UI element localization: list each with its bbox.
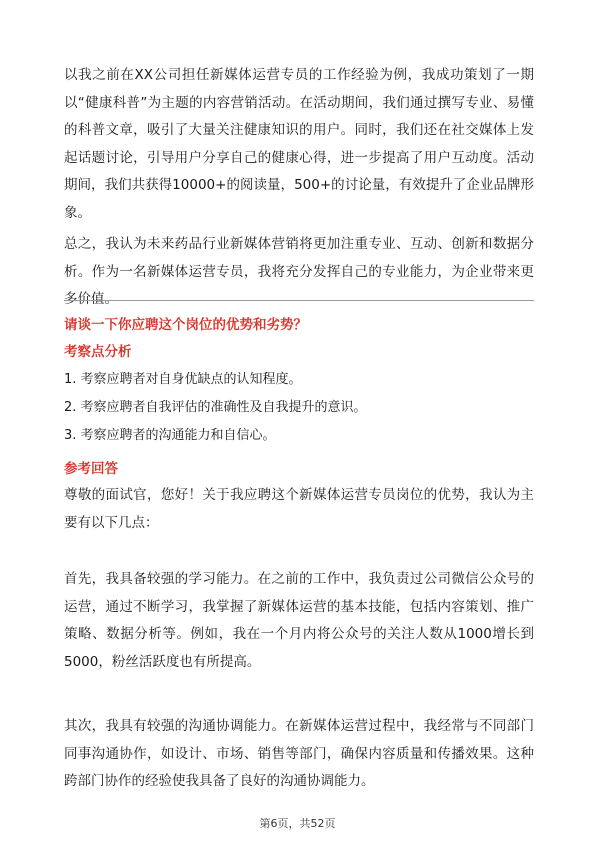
intro-paragraph-2: 总之，我认为未来药品行业新媒体营销将更加注重专业、互动、创新和数据分析。作为一名新媒体运营专员，我将充分发挥自己的专业能力，为企业带来更多价值。	[64, 236, 534, 307]
interview-question: 请谈一下你应聘这个岗位的优势和劣势？	[64, 317, 307, 333]
intro-paragraph-1: 以我之前在XX公司担任新媒体运营专员的工作经验为例，我成功策划了一期以“健康科普”为主题的内容营销活动。在活动期间，我们通过撰写专业、易懂的科普文章，吸引了大量关注健康知识的用户。同时，我们还在社交媒体上发起话题讨论，引导用户分享自己的健康心得，进一步提高了用户互动度。活动期间，我们共获得10000+的阅读量，500+的讨论量，有效提升了企业品牌形象。	[64, 67, 534, 221]
analysis-title: 考察点分析	[64, 344, 132, 360]
section-divider	[64, 300, 534, 301]
analysis-item: 2. 考察应聘者自我评估的准确性及自我提升的意识。	[64, 400, 367, 415]
answer-paragraph-3: 其次，我具有较强的沟通协调能力。在新媒体运营过程中，我经常与不同部门同事沟通协作，如设计、市场、销售等部门，确保内容质量和传播效果。这种跨部门协作的经验使我具备了良好的沟通协调能力。	[64, 718, 534, 789]
answer-title: 参考回答	[64, 461, 118, 477]
analysis-item: 3. 考察应聘者的沟通能力和自信心。	[64, 428, 276, 443]
analysis-list	[64, 366, 534, 450]
answer-paragraph-2: 首先，我具备较强的学习能力。在之前的工作中，我负责过公司微信公众号的运营，通过不断学习，我掌握了新媒体运营的基本技能，包括内容策划、推广策略、数据分析等。例如，我在一个月内将公众号的关注人数从1000增长到5000，粉丝活跃度也有所提高。	[64, 571, 534, 670]
page-footer: 第6页，共52页	[259, 817, 336, 830]
analysis-item: 1. 考察应聘者对自身优缺点的认知程度。	[64, 372, 302, 387]
answer-paragraph-1: 尊敬的面试官，您好！关于我应聘这个新媒体运营专员岗位的优势，我认为主要有以下几点：	[64, 487, 534, 531]
